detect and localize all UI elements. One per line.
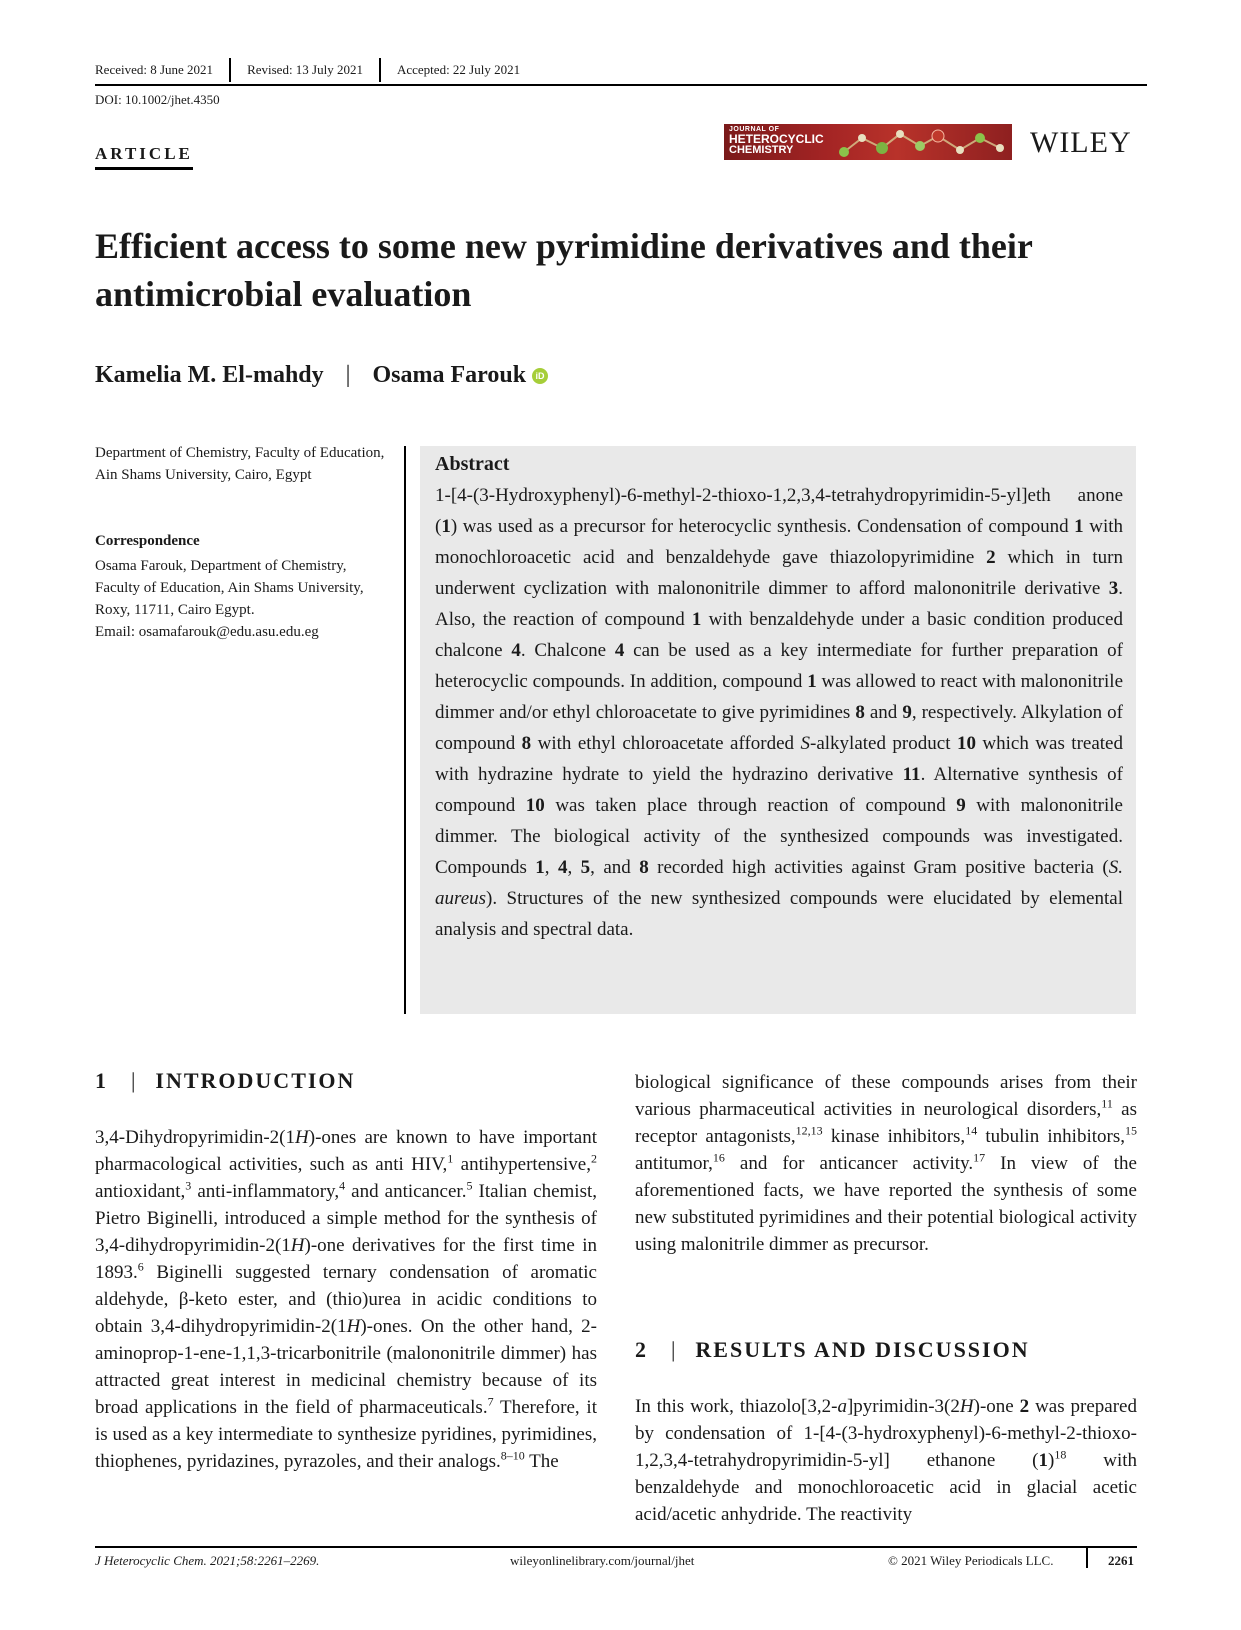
correspondence-details <box>95 555 395 643</box>
section-heading-introduction: 1 | INTRODUCTION <box>95 1068 356 1093</box>
author-separator: | <box>345 362 351 388</box>
publisher-logo: WILEY <box>1030 126 1132 159</box>
correspondence-email[interactable]: Email: osamafarouk@edu.asu.edu.eg <box>95 624 319 640</box>
journal-url[interactable]: wileyonlinelibrary.com/journal/jhet <box>510 1553 695 1568</box>
results-paragraph: In this work, thiazolo[3,2-a]pyrimidin-3(2H)-one 2 was prepared by condensation of 1-[4-(3-hydroxyphenyl)-6-methyl-2-thioxo-1,2,3,4-tetrahydropyrimidin-5-yl] ethanone $(1)^{18}$ with benzaldehyde and monochloroacetic acid in glacial acetic acid/acetic anhydride. The reactivity <box>635 1396 1137 1525</box>
abstract-text: 1-[4-(3-Hydroxyphenyl)-6-methyl-2-thioxo-1,2,3,4-tetrahydropyrimidin-5-yl]eth anone (1) was used as a precursor for heterocyclic synthesis. Condensation of compound 1 with monochloroacetic acid and benzaldehyde gave thiazolopyrimidine 2 which in turn underwent cyclization with malononitrile dimmer to afford malononitrile derivative 3. Also, the reaction of compound 1 with benzaldehyde under a basic condition produced chalcone 4. Chalcone 4 can be used as a key intermediate for further preparation of heterocyclic compounds. In addition, compound 1 was allowed to react with malononitrile dimmer and/or ethyl chloroacetate to give pyrimidines 8 and 9, respectively. Alkylation of compound 8 with ethyl chloroacetate afforded S-alkylated product 10 which was treated with hydrazine hydrate to yield the hydrazino derivative 11. Alternative synthesis of compound 10 was taken place through reaction of compound 9 with malononitrile dimmer. The biological activity of the synthesized compounds was investigated. Compounds 1, 4, 5, and 8 recorded high activities against Gram positive bacteria (S. aureus). Structures of the new synthesized compounds were elucidated by elemental analysis and spectral data. <box>435 485 1124 940</box>
page-number: 2261 <box>1108 1553 1134 1568</box>
article-label: ARTICLE <box>95 144 193 170</box>
orcid-icon[interactable]: iD <box>532 368 548 384</box>
author-name[interactable]: Kamelia M. El-mahdy <box>95 362 324 388</box>
journal-logo: JOURNAL OF HETEROCYCLIC CHEMISTRY <box>724 124 1012 160</box>
section-heading-results: 2 | RESULTS AND DISCUSSION <box>635 1337 1030 1362</box>
divider <box>229 58 231 82</box>
divider <box>379 58 381 82</box>
received-date: Received: 8 June 2021 <box>95 62 214 77</box>
affiliation: Department of Chemistry, Faculty of Education, Ain Shams University, Cairo, Egypt <box>95 445 385 483</box>
abstract-rule <box>404 446 406 1014</box>
copyright: © 2021 Wiley Periodicals LLC. <box>888 1553 1054 1568</box>
author-list <box>95 362 548 389</box>
revised-date: Revised: 13 July 2021 <box>247 62 363 77</box>
footer-rule <box>95 1546 1137 1548</box>
introduction-paragraph: 3,4-Dihydropyrimidin-2(1H)-ones are known to have important pharmacological activities, such as anti HIV,$^1$ antihypertensive,$^2$ antioxidant,$^3$ anti-inflammatory,$^4$ and anticancer.$^5$ Italian chemist, Pietro Biginelli, introduced a simple method for the synthesis of 3,4-dihydropyrimidin-2(1H)-one derivatives for the first time in 1893.$^6$ Biginelli suggested ternary condensation of aromatic aldehyde, β-keto ester, and (thio)urea in acidic conditions to obtain 3,4-dihydropyrimidin-2(1H)-ones. On the other hand, 2-aminoprop-1-ene-1,1,3-tricarbonitrile (malononitrile dimmer) has attracted great interest in medicinal chemistry because of its broad applications in the field of pharmaceuticals.$^7$ Therefore, it is used as a key intermediate to synthesize pyridines, pyrimidines, thiophenes, pyridazines, pyrazoles, and their analogs.$^{8-10}$ The <box>95 1127 598 1472</box>
footer-divider <box>1086 1546 1088 1568</box>
correspondence-text: Osama Farouk, Department of Chemistry, Faculty of Education, Ain Shams University, Roxy, 11711, Cairo Egypt. <box>95 558 364 618</box>
abstract-heading: Abstract <box>435 453 510 475</box>
doi[interactable]: DOI: 10.1002/jhet.4350 <box>95 92 220 107</box>
accepted-date: Accepted: 22 July 2021 <box>396 62 521 77</box>
introduction-paragraph-continued: biological significance of these compounds arises from their various pharmaceutical activities in neurological disorders,$^{11}$ as receptor antagonists,$^{12,13}$ kinase inhibitors,$^{14}$ tubulin inhibitors,$^{15}$ antitumor,$^{16}$ and for anticancer activity.$^{17}$ In view of the aforementioned facts, we have reported the synthesis of some new substituted pyrimidines and their potential biological activity using malonitrile dimmer as precursor. <box>635 1072 1138 1255</box>
journal-citation: J Heterocyclic Chem. 2021;58:2261–2269. <box>95 1553 320 1568</box>
article-dates <box>95 58 1147 86</box>
article-title: Efficient access to some new pyrimidine derivatives and their antimicrobial evaluation <box>95 226 1033 314</box>
correspondence-heading: Correspondence <box>95 533 200 549</box>
author-name[interactable]: Osama Farouk <box>372 362 527 388</box>
